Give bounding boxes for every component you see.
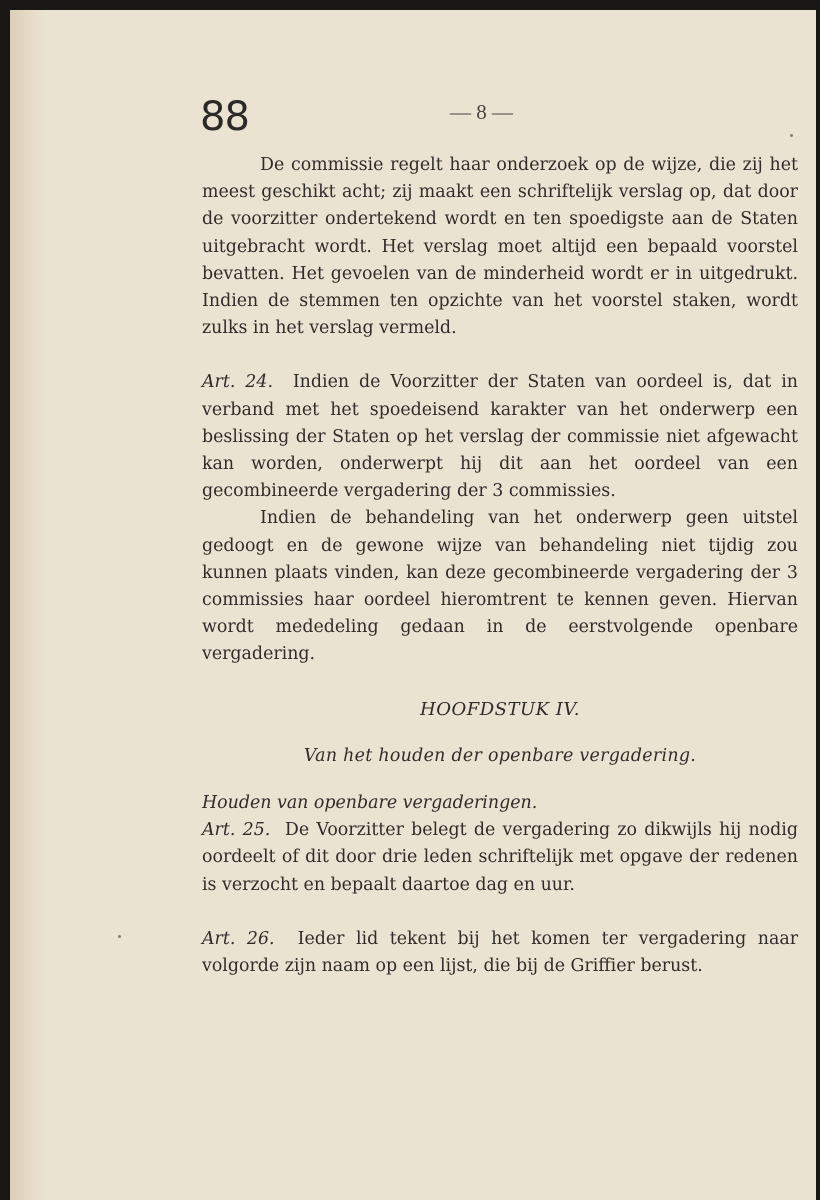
article-25-label: Art. 25. (202, 820, 271, 841)
page-gutter (10, 10, 46, 1200)
folio-number: 88 (200, 94, 249, 140)
page-header (10, 94, 816, 144)
paragraph-urgent-matter: Indien de behandeling van het onderwerp geen uitstel gedoogt en de gewone wijze van behandeling niet tijdig zou kunnen plaats vinden, kan deze gecombineerde vergadering der 3 commissies haar oordeel hieromtrent te kennen geven. Hiervan wordt mededeling gedaan in de eerstvolgende openbare vergadering. (202, 508, 798, 665)
paper-speck (790, 134, 793, 137)
article-26-text: Ieder lid tekent bij het komen ter vergadering naar volgorde zijn naam op een lijst, die bij de Griffier berust. (202, 928, 799, 977)
article-26 (202, 926, 798, 980)
section-heading: Houden van openbare vergaderingen. (202, 793, 538, 814)
article-26-label: Art. 26. (202, 928, 275, 949)
document-page (10, 10, 816, 1200)
article-24 (202, 369, 798, 505)
chapter-heading: HOOFDSTUK IV. (420, 698, 580, 720)
article-24-text: Indien de Voorzitter der Staten van oordeel is, dat in verband met het spoedeisend karakter van het onderwerp een beslissing der Staten op het verslag der commissie niet afgewacht kan worden, onderwerpt hij dit aan het oordeel van een gecombineerde vergadering der 3 commissies. (202, 372, 798, 502)
page-number: — 8 — (450, 100, 513, 124)
page-body (202, 152, 798, 980)
article-25 (202, 817, 798, 899)
article-25-text: De Voorzitter belegt de vergadering zo dikwijls hij nodig oordeelt of dit door drie leden schriftelijk met opgave der redenen is verzocht en bepaalt daartoe dag en uur. (202, 820, 799, 895)
article-24-label: Art. 24. (202, 372, 273, 393)
paper-speck (118, 935, 121, 938)
chapter-subtitle: Van het houden der openbare vergadering. (303, 745, 697, 766)
paragraph-commission-report: De commissie regelt haar onderzoek op de wijze, die zij het meest geschikt acht; zij maakt een schriftelijk verslag op, dat door de voorzitter ondertekend wordt en ten spoedigste aan de Staten uitgebracht wordt. Het verslag moet altijd een bepaald voorstel bevatten. Het gevoelen van de minderheid wordt er in uitgedrukt. Indien de stemmen ten opzichte van het voorstel staken, wordt zulks in het verslag vermeld. (202, 155, 798, 339)
